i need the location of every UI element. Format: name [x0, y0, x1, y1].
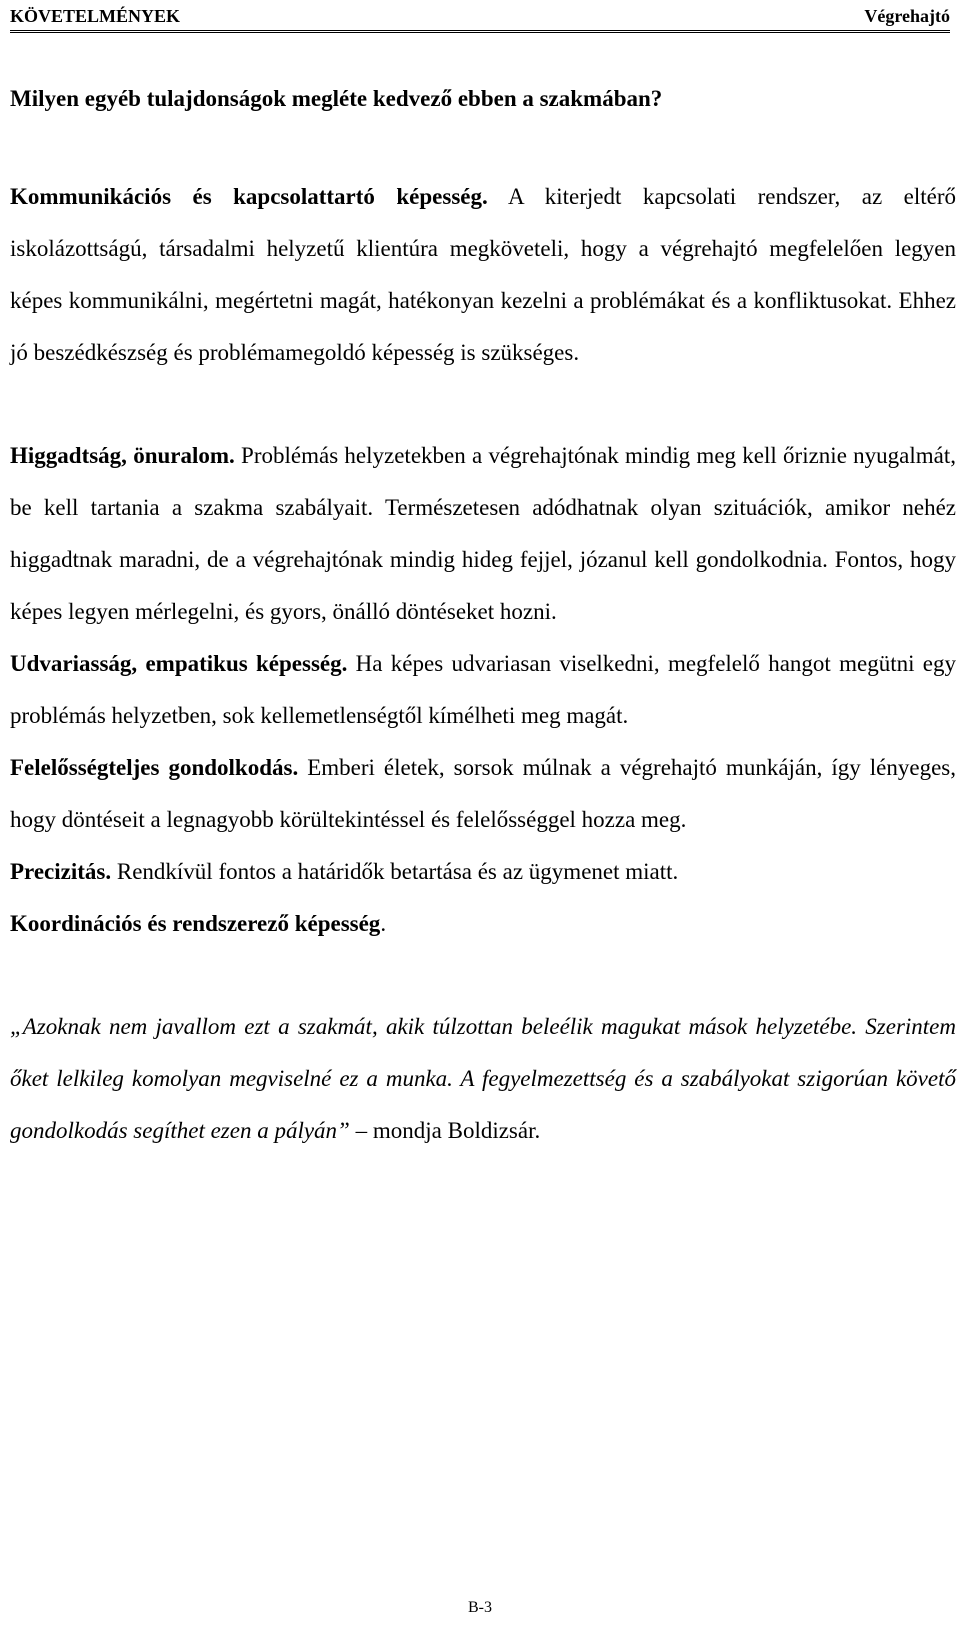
- paragraph-title: Kommunikációs és kapcsolattartó képesség.: [10, 184, 488, 209]
- paragraph-precision: [10, 846, 956, 898]
- page-content: [10, 78, 956, 1157]
- paragraph-title: Udvariasság, empatikus képesség.: [10, 651, 348, 676]
- paragraph-title: Precizitás.: [10, 859, 112, 884]
- paragraph-text: Emberi életek, sorsok múlnak a végrehajtó munkáján, így lényeges, hogy döntéseit a legnagyobb körültekintéssel és felelősséggel hozza meg.: [10, 755, 956, 832]
- paragraph-composure: [10, 430, 956, 638]
- paragraph-communication: [10, 171, 956, 379]
- paragraph-text: Problémás helyzetekben a végrehajtónak mindig meg kell őriznie nyugalmát, be kell tartania a szakma szabályait. Természetesen adódhatnak olyan szituációk, amikor nehéz higgadtnak maradni, de a végrehajtónak mindig hideg fejjel, józanul kell gondolkodnia. Fontos, hogy képes legyen mérlegelni, és gyors, önálló döntéseket hozni.: [10, 443, 957, 624]
- paragraph-coordination: [10, 898, 956, 950]
- paragraph-text: Rendkívül fontos a határidők betartása és az ügymenet miatt.: [111, 859, 679, 884]
- header-section-title: KÖVETELMÉNYEK: [10, 6, 181, 26]
- interview-quote: [10, 1001, 956, 1157]
- paragraph-title: Higgadtság, önuralom.: [10, 443, 235, 468]
- page-header: [10, 4, 950, 33]
- paragraph-text: .: [380, 911, 387, 936]
- paragraph-text: Ha képes udvariasan viselkedni, megfelelő hangot megütni egy problémás helyzetben, sok kellemetlenségtől kímélheti meg magát.: [10, 651, 956, 728]
- quote-text: „Azoknak nem javallom ezt a szakmát, akik túlzottan beleélik magukat mások helyzetébe. Szerintem őket lelkileg komolyan megviselné ez a munka. A fegyelmezettség és a szabályokat szigorúan követő gondolkodás segíthet ezen a pályán”: [10, 1014, 956, 1143]
- section-question: Milyen egyéb tulajdonságok megléte kedvező ebben a szakmában?: [10, 86, 663, 111]
- paragraph-title: Felelősségteljes gondolkodás.: [10, 755, 299, 780]
- paragraph-text: A kiterjedt kapcsolati rendszer, az eltérő iskolázottságú, társadalmi helyzetű klientúra megköveteli, hogy a végrehajtó megfelelően legyen képes kommunikálni, megértetni magát, hatékonyan kezelni a problémákat és a konfliktusokat. Ehhez jó beszédkészség és problémamegoldó képesség is szükséges.: [10, 184, 956, 365]
- header-occupation: Végrehajtó: [864, 6, 950, 26]
- paragraph-responsibility: [10, 742, 956, 846]
- paragraph-politeness: [10, 638, 956, 742]
- quote-attribution: – mondja Boldizsár.: [349, 1118, 541, 1143]
- paragraph-title: Koordinációs és rendszerező képesség: [10, 911, 381, 936]
- page-number: B-3: [468, 1599, 492, 1616]
